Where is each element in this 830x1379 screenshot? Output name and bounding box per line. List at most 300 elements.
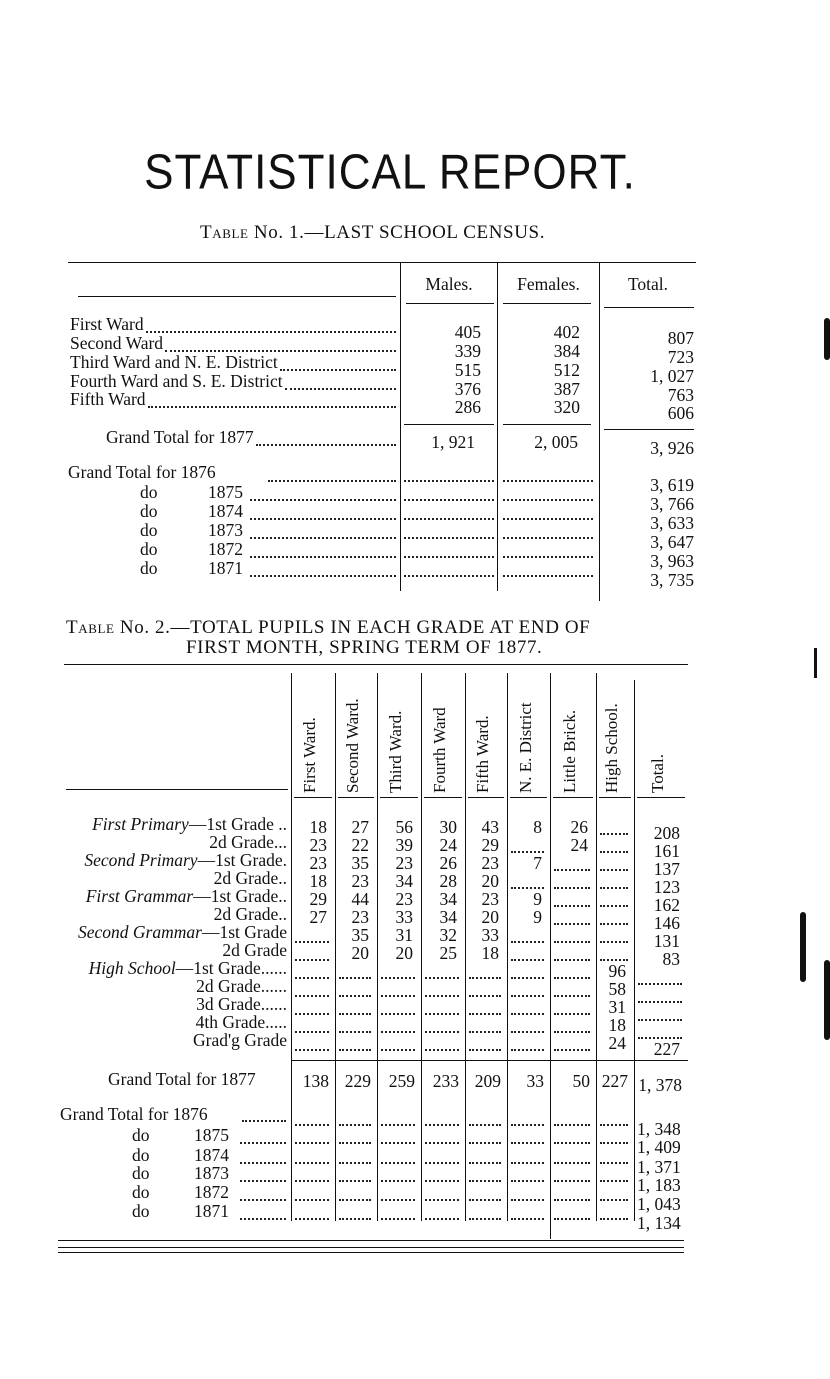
table1-prior-year: 1873 [208,520,243,540]
dot-leader [404,518,494,520]
table2-row-grade: 2d Grade [222,940,287,960]
table1-prior-year: 1875 [208,482,243,502]
dot-leader [511,1218,544,1220]
table2-row-grade: —1st Grade [201,922,287,942]
table1-cell-total: 606 [667,403,694,423]
dot-leader [381,1218,415,1220]
table2-cell: 123 [653,877,680,897]
dot-leader [600,905,628,907]
dot-leader [600,851,628,853]
dot-leader [339,1218,371,1220]
dot-leader [554,959,590,961]
dot-leader [511,1031,544,1033]
dot-leader [404,480,494,482]
column-rule [400,263,401,591]
table1-prior-total: 3, 647 [650,532,694,552]
table2-col-header-2: Third Ward. [386,710,405,793]
table2-prior-total: 1, 371 [637,1157,681,1177]
table2-cell: 162 [653,895,680,915]
dot-leader [511,1013,544,1015]
table2-cell: 25 [439,943,457,963]
table2-prior-total: 1, 409 [637,1137,681,1157]
table1-row-label: Fourth Ward and S. E. District [70,371,283,391]
dot-leader [469,1180,501,1182]
table2-prior-label: Grand Total for 1876 [60,1104,208,1124]
table1-cell-females: 320 [553,397,580,417]
table2-bottom-rule [58,1247,684,1248]
dot-leader [381,1049,415,1051]
table2-row-grade: —1st Grade.. [193,886,287,906]
dot-leader [511,995,544,997]
dot-leader [469,1162,501,1164]
table2-bottom-rule [58,1240,684,1241]
table1-prior-year: 1872 [208,539,243,559]
table2-cell: 29 [481,835,499,855]
dot-leader [295,959,329,961]
page-title: STATISTICAL REPORT. [144,145,636,200]
dot-leader [339,1180,371,1182]
table1-cell-males: 339 [454,341,481,361]
table2-cell: 20 [351,943,369,963]
dot-leader [339,1162,371,1164]
table1-grand-males: 1, 921 [431,432,475,452]
table2-cell: 23 [309,835,327,855]
table2-row-grade: 2d Grade.. [213,868,287,888]
table2-cell: 137 [653,859,680,879]
dot-leader [469,1142,501,1144]
table2-row-grade: 2d Grade...... [196,976,287,996]
table1-prior-do: do [140,558,158,578]
table2-grand-cell: 138 [302,1071,329,1091]
table2-cell: 35 [351,853,369,873]
table2-cell: 34 [395,871,413,891]
table1-prior-total: 3, 633 [650,513,694,533]
dot-leader [339,1124,371,1126]
table1-col-header-0: Males. [425,274,473,294]
table2-prior-do: do [132,1201,150,1221]
scan-mark [800,912,806,982]
dot-leader [554,1199,590,1201]
table2-cell: 27 [351,817,369,837]
dot-leader [511,1199,544,1201]
table2-prior-total: 1, 348 [637,1119,681,1139]
dot-leader [503,575,593,577]
dot-leader [280,369,396,371]
table2-cell: 9 [533,907,542,927]
dot-leader [600,1199,628,1201]
dot-leader [256,444,396,446]
dot-leader [339,995,371,997]
dot-leader [381,1031,415,1033]
table2-prior-year: 1874 [194,1145,229,1165]
dot-leader [148,406,396,408]
dot-leader [339,1031,371,1033]
table2-prior-do: do [132,1182,150,1202]
dot-leader [339,1199,371,1201]
table2-prior-year: 1875 [194,1125,229,1145]
table2-row-grade: 3d Grade...... [196,994,287,1014]
dot-leader [600,1124,628,1126]
dot-leader [295,1162,329,1164]
table2-cell: 32 [439,925,457,945]
table2-cell: 161 [653,841,680,861]
table2-cell: 31 [395,925,413,945]
table2-grand-cell: 233 [432,1071,459,1091]
table2-caption-prefix: Table [66,617,115,638]
table1-cell-males: 515 [454,360,481,380]
table2-stub-rule [66,789,288,790]
table2-cell: 34 [439,907,457,927]
table1-cell-males: 286 [454,397,481,417]
table1-cell-total: 723 [667,347,694,367]
dot-leader [600,887,628,889]
table2-cell: 44 [351,889,369,909]
table2-prior-total: 1, 043 [637,1194,681,1214]
table1-row-label: Second Ward [70,333,164,353]
table2-cell: 23 [351,907,369,927]
table2-cell: 8 [533,817,542,837]
dot-leader [381,1124,415,1126]
table2-top-rule [64,664,688,665]
table2-header-rule [294,797,332,798]
table2-header-rule [424,797,462,798]
dot-leader [554,1218,590,1220]
table1-grand-total-label: Grand Total for 1877 [106,427,254,447]
table2-cell: 23 [395,889,413,909]
table2-cell: 26 [570,817,588,837]
table1-header-rule [604,307,694,308]
dot-leader [554,995,590,997]
dot-leader [425,1199,459,1201]
table1-row-label: First Ward [70,314,144,334]
table2-grand-cell: 259 [388,1071,415,1091]
table2-header-rule [599,797,631,798]
dot-leader [554,1142,590,1144]
dot-leader [240,1180,286,1182]
table1-prior-total: 3, 766 [650,494,694,514]
dot-leader [511,959,544,961]
table1-header-rule [503,303,591,304]
table2-cell: 26 [439,853,457,873]
dot-leader [600,941,628,943]
table2-row-grade: —1st Grade...... [175,958,287,978]
table1-prior-total: 3, 963 [650,551,694,571]
dot-leader [600,1142,628,1144]
table2-caption-line1 [66,617,590,639]
table1-prior-do: do [140,520,158,540]
table2-col-header-1: Second Ward. [343,698,362,793]
table1-cell-males: 405 [454,322,481,342]
table1-header-rule [406,303,494,304]
dot-leader [339,1142,371,1144]
dot-leader [295,1124,329,1126]
table2-cell: 24 [439,835,457,855]
dot-leader [511,1180,544,1182]
table1-cell-females: 384 [553,341,580,361]
table2-prior-do: do [132,1163,150,1183]
table2-row-section: Second Grammar [77,922,202,942]
table2-cell: 23 [309,853,327,873]
dot-leader [268,480,396,482]
table2-cell: 24 [570,835,588,855]
dot-leader [638,983,682,985]
table2-cell: 18 [481,943,499,963]
dot-leader [240,1218,286,1220]
table2-col-header-6: Little Brick. [560,709,579,793]
table2-cell: 20 [481,871,499,891]
dot-leader [554,977,590,979]
dot-leader [511,1049,544,1051]
table1-caption-prefix: Table [200,222,249,243]
dot-leader [250,537,396,539]
dot-leader [638,1001,682,1003]
dot-leader [511,1142,544,1144]
table2-cell: 27 [309,907,327,927]
dot-leader [425,1218,459,1220]
table2-row-section: First Primary [92,814,189,834]
table2-prior-total: 1, 134 [637,1213,681,1233]
dot-leader [511,1162,544,1164]
table2-header-rule [637,797,685,798]
dot-leader [554,1180,590,1182]
table2-grand-cell: 209 [474,1071,501,1091]
dot-leader [554,887,590,889]
dot-leader [285,388,396,390]
dot-leader [425,1142,459,1144]
table2-row-grade: 4th Grade..... [195,1012,287,1032]
table2-grand-cell: 1, 378 [638,1075,682,1095]
dot-leader [554,1162,590,1164]
dot-leader [295,977,329,979]
dot-leader [250,499,396,501]
table2-total-rule [292,1060,688,1061]
table2-cell: 18 [309,871,327,891]
dot-leader [240,1142,286,1144]
table2-col-header-3: Fourth Ward [430,707,449,793]
dot-leader [600,833,628,835]
dot-leader [600,923,628,925]
table2-cell: 24 [608,1033,626,1053]
scan-mark [824,960,830,1040]
table2-header-rule [468,797,504,798]
table1-prior-year: 1871 [208,558,243,578]
dot-leader [554,905,590,907]
dot-leader [381,1199,415,1201]
dot-leader [425,1013,459,1015]
dot-leader [339,1013,371,1015]
table2-col-header-0: First Ward. [300,717,319,793]
table1-prior-total: 3, 619 [650,475,694,495]
dot-leader [339,977,371,979]
dot-leader [381,1162,415,1164]
table2-cell: 146 [653,913,680,933]
dot-leader [381,1180,415,1182]
dot-leader [469,1199,501,1201]
table2-row-grade: 2d Grade... [209,832,287,852]
table2-grand-cell: 33 [526,1071,544,1091]
column-rule [550,673,551,1239]
table1-caption-text: No. 1.—LAST SCHOOL CENSUS. [253,222,546,243]
table1-prior-do: do [140,501,158,521]
column-rule [291,673,292,1221]
table1-cell-total: 807 [667,328,694,348]
table1-total-rule [404,424,494,425]
dot-leader [503,556,593,558]
table2-prior-year: 1873 [194,1163,229,1183]
table1-prior-year: 1874 [208,501,243,521]
table1-cell-females: 512 [553,360,580,380]
table2-grand-total-label: Grand Total for 1877 [108,1069,256,1089]
table2-cell: 227 [653,1039,680,1059]
table2-cell: 43 [481,817,499,837]
dot-leader [295,1049,329,1051]
table1-total-rule [604,429,694,430]
table2-caption-line2: FIRST MONTH, SPRING TERM OF 1877. [186,637,543,658]
table2-cell: 58 [608,979,626,999]
table2-header-rule [338,797,374,798]
table2-header-rule [380,797,418,798]
dot-leader [295,1013,329,1015]
dot-leader [404,499,494,501]
dot-leader [240,1199,286,1201]
dot-leader [554,941,590,943]
table2-cell: 30 [439,817,457,837]
dot-leader [469,977,501,979]
table2-cell: 23 [481,889,499,909]
table2-row-section: First Grammar [85,886,194,906]
table2-caption-text1: No. 2.—TOTAL PUPILS IN EACH GRADE AT END OF [119,617,591,638]
dot-leader [381,977,415,979]
dot-leader [638,1019,682,1021]
table1-row-label: Third Ward and N. E. District [70,352,278,372]
dot-leader [469,1031,501,1033]
table1-cell-males: 376 [454,379,481,399]
table1-cell-total: 763 [667,385,694,405]
table2-cell: 22 [351,835,369,855]
dot-leader [381,1142,415,1144]
table2-col-header-4: Fifth Ward. [473,715,492,793]
table2-cell: 18 [608,1015,626,1035]
dot-leader [554,1124,590,1126]
dot-leader [511,977,544,979]
dot-leader [511,1124,544,1126]
table2-col-header-8: Total. [648,754,667,793]
table1-cell-total: 1, 027 [650,366,694,386]
table2-cell: 33 [395,907,413,927]
scan-mark [824,318,830,360]
dot-leader [425,1049,459,1051]
dot-leader [503,518,593,520]
dot-leader [469,1049,501,1051]
table2-prior-year: 1872 [194,1182,229,1202]
column-rule [497,263,498,591]
dot-leader [381,995,415,997]
table2-header-rule [510,797,547,798]
dot-leader [600,1180,628,1182]
table2-cell: 56 [395,817,413,837]
table2-cell: 31 [608,997,626,1017]
dot-leader [295,1180,329,1182]
table1-prior-do: do [140,482,158,502]
dot-leader [404,575,494,577]
table2-grand-cell: 229 [344,1071,371,1091]
table2-row-section: Second Primary [84,850,198,870]
dot-leader [295,941,329,943]
dot-leader [554,923,590,925]
table2-cell: 34 [439,889,457,909]
table2-col-header-5: N. E. District [515,702,535,793]
dot-leader [250,518,396,520]
dot-leader [425,1162,459,1164]
table2-col-header-7: High School. [602,703,621,793]
table2-row-grade: —1st Grade .. [188,814,287,834]
table2-row-grade: 2d Grade.. [213,904,287,924]
dot-leader [600,869,628,871]
scan-mark [814,648,817,678]
table1-prior-do: do [140,539,158,559]
dot-leader [404,556,494,558]
dot-leader [425,977,459,979]
table2-cell: 208 [653,823,680,843]
dot-leader [425,1124,459,1126]
table1-row-label: Fifth Ward [70,389,146,409]
table2-grand-cell: 50 [572,1071,590,1091]
dot-leader [295,995,329,997]
table1-col-header-1: Females. [517,274,580,294]
dot-leader [554,1031,590,1033]
table1-grand-total: 3, 926 [650,438,694,458]
dot-leader [425,1031,459,1033]
dot-leader [469,1218,501,1220]
dot-leader [554,869,590,871]
table1-prior-total: 3, 735 [650,570,694,590]
dot-leader [240,1162,286,1164]
dot-leader [503,537,593,539]
table2-cell: 83 [662,949,680,969]
table2-cell: 96 [608,961,626,981]
column-rule [596,673,597,1221]
dot-leader [295,1218,329,1220]
table2-row-section: High School [88,958,176,978]
dot-leader [146,331,396,333]
dot-leader [425,995,459,997]
dot-leader [554,1013,590,1015]
dot-leader [469,1124,501,1126]
table1-col-header-2: Total. [627,274,669,294]
dot-leader [295,1199,329,1201]
table2-cell: 35 [351,925,369,945]
table2-row-grade: —1st Grade. [197,850,287,870]
dot-leader [503,480,593,482]
table2-cell: 39 [395,835,413,855]
table2-prior-do: do [132,1145,150,1165]
table1-total-rule [503,424,591,425]
table1-caption [200,222,545,244]
table2-cell: 20 [481,907,499,927]
table2-row-label [0,1031,287,1050]
table1-top-rule [68,262,696,263]
dot-leader [600,1218,628,1220]
table1-prior-label: Grand Total for 1876 [68,462,216,482]
table1-cell-females: 402 [553,322,580,342]
dot-leader [250,575,396,577]
dot-leader [425,1180,459,1182]
table2-cell: 23 [481,853,499,873]
dot-leader [295,1142,329,1144]
table2-cell: 33 [481,925,499,945]
table2-cell: 18 [309,817,327,837]
dot-leader [469,1013,501,1015]
